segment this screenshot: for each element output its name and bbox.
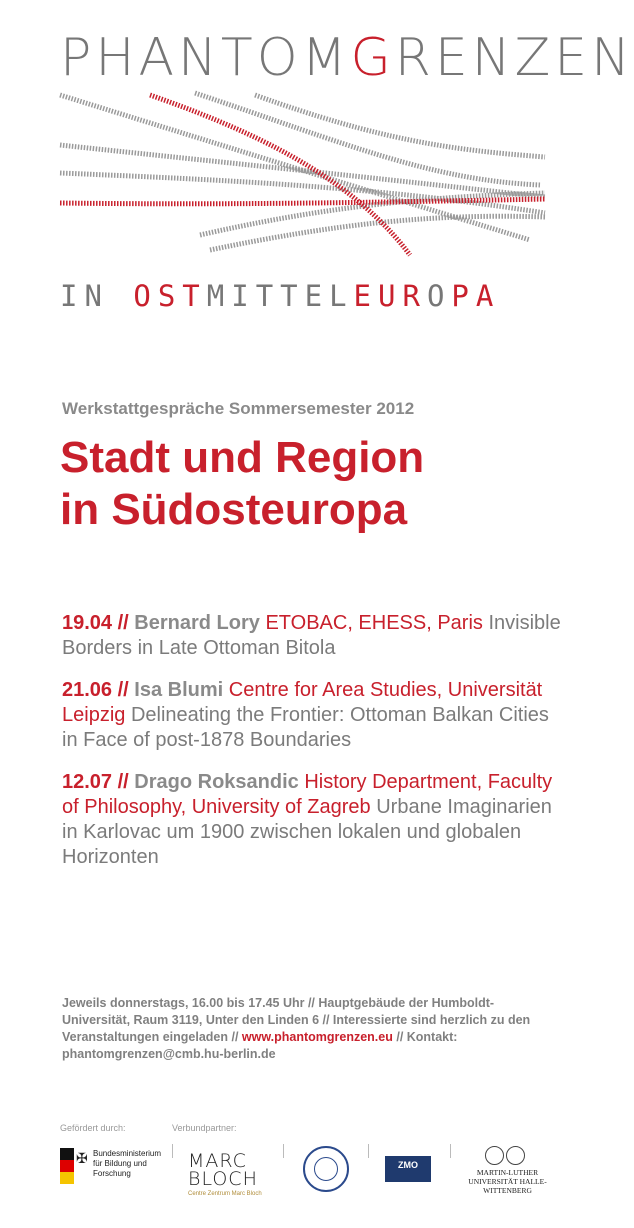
funded-by-label: Gefördert durch: <box>60 1123 126 1133</box>
german-flag-icon <box>60 1148 74 1186</box>
rail-gray <box>60 173 545 213</box>
talk-speaker: Isa Blumi <box>134 679 224 701</box>
brand-sub-accent: PA <box>451 279 501 313</box>
brand-sub-accent: EUR <box>353 279 427 313</box>
marc-bloch-sub: Centre Zentrum Marc Bloch <box>188 1191 262 1197</box>
mlu-seal-icon <box>485 1146 525 1166</box>
talk-date: 12.07 // <box>62 771 129 793</box>
marc-bloch-wordmark <box>188 1152 258 1188</box>
rail-gray <box>60 145 545 197</box>
series-subtitle: Werkstattgespräche Sommersemester 2012 <box>62 399 415 418</box>
talk-speaker: Drago Roksandic <box>134 771 299 793</box>
partners-label: Verbundpartner: <box>172 1123 237 1133</box>
brand-subtitle <box>60 276 550 316</box>
brand-title-part: RENZEN <box>394 28 634 88</box>
railway-tracks-illustration <box>50 85 550 270</box>
brand-sub-accent: OST <box>133 279 207 313</box>
rail-gray <box>195 93 540 185</box>
logo-strip <box>60 1142 550 1202</box>
rail-gray <box>210 216 545 250</box>
marc-bloch-line: BLOCH <box>188 1168 258 1190</box>
bmbf-text: Bundesministerium für Bildung und Forschung <box>93 1149 162 1178</box>
brand-sub-part: O <box>426 279 452 313</box>
brand-sub-part: MITTEL <box>206 279 354 313</box>
logo-divider <box>450 1144 451 1158</box>
headline-line: Stadt und Region <box>60 433 425 482</box>
talk-title: Delineating the Frontier: Ottoman Balkan Cities in Face of post-1878 Boundaries <box>62 704 549 751</box>
talk-date: 21.06 // <box>62 679 129 701</box>
headline-line: in Südosteuropa <box>60 485 408 534</box>
rail-red <box>150 95 410 255</box>
humboldt-seal-icon <box>303 1146 349 1192</box>
brand-sub-part: IN <box>60 279 134 313</box>
marc-bloch-logo <box>180 1142 280 1202</box>
bmbf-logo <box>60 1142 170 1202</box>
rail-red <box>60 199 545 204</box>
talk-item <box>62 678 562 753</box>
logo-divider <box>283 1144 284 1158</box>
talk-date: 19.04 // <box>62 612 129 634</box>
talk-title: Invisible Borders in Late Ottoman Bitola <box>62 612 561 659</box>
talk-item <box>62 611 562 661</box>
talk-affiliation: ETOBAC, EHESS, Paris <box>265 612 483 634</box>
eagle-icon: ✠ <box>76 1150 88 1166</box>
mlu-wordmark: MARTIN-LUTHER UNIVERSITÄT HALLE-WITTENBERG <box>468 1168 547 1195</box>
brand-title-part: PHANTOM <box>60 28 351 88</box>
brand-title-accent: G <box>350 28 395 88</box>
talks-list <box>62 611 562 887</box>
event-info <box>62 995 552 1063</box>
event-info-text: Jeweils donnerstags, 16.00 bis 17.45 Uhr // Hauptgebäude der Humboldt-Universität, Raum 3119, Unter den Linden 6 // Interessierte sind herzlich zu den Veranstaltungen eingeladen // <box>62 996 531 1044</box>
contact-text: // Kontakt: phantomgrenzen@cmb.hu-berlin.de <box>62 1030 458 1061</box>
marc-bloch-line: MARC <box>188 1150 247 1172</box>
talk-affiliation: History Department, Faculty of Philosophy, University of Zagreb <box>62 771 553 818</box>
talk-affiliation: Centre for Area Studies, Universität Leipzig <box>62 679 543 726</box>
talk-item <box>62 770 562 870</box>
headline <box>60 432 560 536</box>
talk-speaker: Bernard Lory <box>134 612 260 634</box>
brand-title <box>60 28 634 88</box>
logo-divider <box>368 1144 369 1158</box>
zmo-logo: ZMO <box>385 1156 431 1182</box>
logo-divider <box>172 1144 173 1158</box>
website-link[interactable]: www.phantomgrenzen.eu <box>241 1030 393 1044</box>
talk-title: Urbane Imaginarien in Karlovac um 1900 zwischen lokalen und globalen Horizonten <box>62 796 552 868</box>
